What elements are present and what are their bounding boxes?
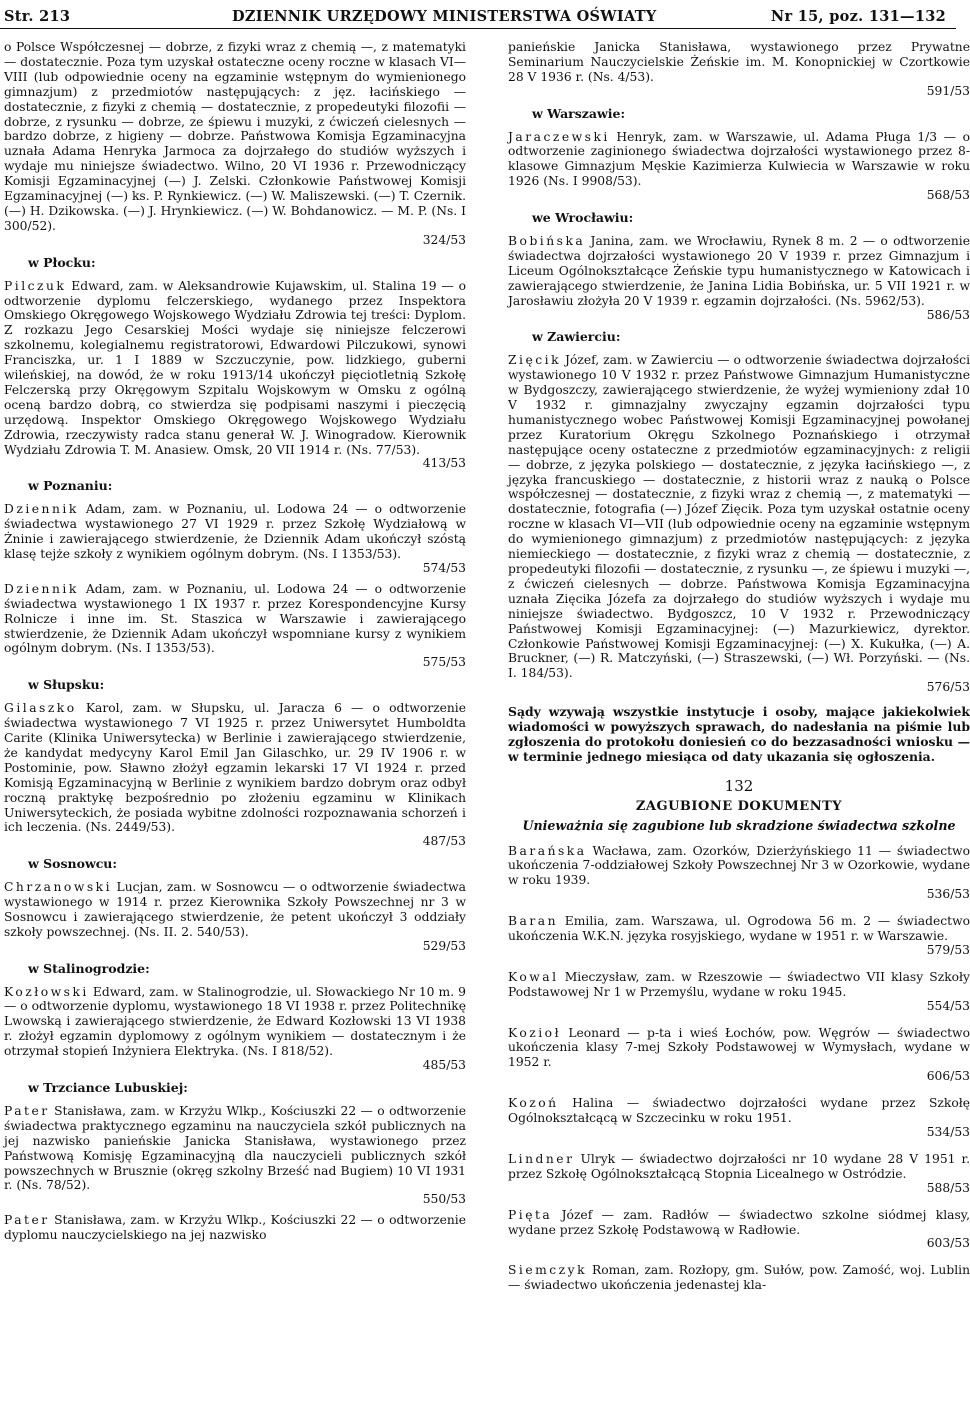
entry-reference: 487/53 [422,834,466,849]
section-title: ZAGUBIONE DOKUMENTY [635,798,843,814]
notice-entry [508,1208,970,1252]
entry-body: Mieczysław, zam. w Rzeszowie — świadectwo VII klasy Szkoły Podstawowej Nr 1 w Przemyślu, wydane w roku 1945. [508,969,970,999]
entry-name: Pater [4,1213,50,1228]
page-number: Str. 213 [4,8,71,25]
entry-text [4,40,466,234]
entry-text [4,502,466,562]
entry-reference: 550/53 [422,1192,466,1207]
entry-name: Lindner [508,1151,575,1166]
notice-entry [4,279,466,472]
section-number: 132 [724,776,754,795]
entry-reference: 603/53 [926,1236,970,1251]
entry-reference: 568/53 [926,188,970,203]
entry-name: Pięta [508,1207,553,1222]
entry-reference: 575/53 [422,655,466,670]
entry-text [508,970,970,1000]
left-column [4,40,466,1249]
notice-entry [4,40,466,248]
entry-body: Janina, zam. we Wrocławiu, Rynek 8 m. 2 — o odtworzenie świadectwa dojrzałości wystawionego 20 V 1939 r. przez Gimnazjum i Liceum Ogólnokształcące Żeńskie typu humanistycznego w Katowicach i zawierającego stwierdzenie, że Janina Lidia Bobińska, ur. 5 VII 1921 r. w Jarosławiu złożyła 20 V 1939 r. egzamin dojrzałości. (Ns. 5962/53). [508,233,970,308]
entry-text [508,1263,970,1293]
notice-entry [508,234,970,322]
entry-reference: 591/53 [926,83,970,98]
city-heading: w Trzciance Lubuskiej: [28,1080,188,1095]
notice-entry [508,353,970,695]
entry-body: Halina — świadectwo dojrzałości wydane przez Szkołę Ogólnokształcącą w Szczecinku w roku 1951. [508,1096,970,1126]
notice-entry [4,502,466,576]
page-header [0,0,960,34]
notice-entry [4,880,466,954]
entry-body: o Polsce Współczesnej — dobrze, z fizyki wraz z chemią —, z matematyki — dostatecznie. Poza tym uzyskał ostateczne oceny roczne w klasach VI—VIII (lub odpowiednie oceny na egzaminie wstępnym do wymienionego gimnazjum) z przedmiotów następujących: z jęz. łacińskiego — dostatecznie, z fizyki z chemią — dostatecznie, z propedeutyki filozofii — dobrze, z rysunku — dobrze, ze śpiewu i muzyki, z ćwiczeń cielesnych — bardzo dobrze, z higieny — dobrze. Państwowa Komisja Egzaminacyjna uznała Adama Henryka Jarmoca za dojrzałego do studiów wyższych i wydaje mu niniejsze świadectwo. Wilno, 20 VI 1936 r. Przewodniczący Komisji Egzaminacyjnej (—) J. Zelski. Członkowie Państwowej Komisji Egzaminacyjnej (—) ks. P. Rynkiewicz. (—) W. Maliszewski. (—) T. Czernik. (—) H. Dzikowska. (—) J. Hrynkiewicz. (—) W. Bohdanowicz. — M. P. (Ns. I 300/52). [4,40,466,233]
section-subtitle: Unieważnia się zagubione lub skradzione świadectwa szkolne [522,817,956,833]
entry-body: Edward, zam. w Aleksandrowie Kujawskim, ul. Stalina 19 — o odtworzenie dyplomu felczerskiego, wydanego przez Inspektora Omskiego Okręgowego Wojskowego Wydziału Zdrowia tej treści: Dyplom. Z rozkazu Jego Cesarskiej Mości wydaje się niniejsze felczerowi szkolnemu, kolegialnemu registratorowi, Edwardowi Pilczukowi, synowi Franciszka, ur. 1 I 1889 w Szczuczynie, pow. lidzkiego, guberni wileńskiej, na dowód, że w roku 1913/14 ukończył pięciotletnią Szkołę Felczerską przy Okręgowym Szpitalu Wojskowym w Omsku z ogólną oceną bardzo dobrą, co stwierdza się podpisami naszymi i pieczęcią urzędową. Inspektor Omskiego Okręgowego Wojskowego Wydziału Zdrowia, rzeczywisty radca stanu generał W. J. Winogradow. Kierownik Wydziału Zdrowia T. M. Anasiew. Omsk, 20 VII 1914 r. (Ns. 77/53). [4,278,466,457]
city-heading: w Poznaniu: [28,478,113,494]
entry-name: Chrzanowski [4,880,113,895]
entry-text [508,234,970,309]
entry-reference: 574/53 [422,560,466,575]
notice-entry [4,1104,466,1207]
city-heading: w Płocku: [28,254,96,270]
entry-reference: 485/53 [422,1058,466,1073]
entry-text [508,40,970,85]
entry-body: Roman, zam. Rozłopy, gm. Sułów, pow. Zamość, woj. Lublin — świadectwo ukończenia jedenastej kla- [508,1263,970,1293]
entry-name: Baran [508,914,558,929]
entry-reference: 324/53 [422,232,466,247]
entry-reference: 606/53 [926,1069,970,1084]
entry-name: Pilczuk [4,278,67,293]
entry-body: Wacława, zam. Ozorków, Dzierżyńskiego 11 — świadectwo ukończenia 7-oddziałowej Szkoły Powszechnej Nr 3 w Ozorkowie, wydane w roku 1939. [508,843,970,888]
entry-name: Kowal [508,969,559,984]
notice-entry [508,1096,970,1140]
entry-name: Kozioł [508,1025,562,1040]
notice-entry [508,844,970,903]
notice-entry [508,130,970,204]
notice-entry [4,1213,466,1243]
notice-entry [508,1026,970,1085]
entry-text [508,1208,970,1238]
journal-title: DZIENNIK URZĘDOWY MINISTERSTWA OŚWIATY [232,8,657,25]
entry-name: Dziennik [4,581,79,596]
entry-reference: 534/53 [926,1125,970,1139]
entry-text [4,582,466,657]
city-heading: w Warszawie: [532,105,626,121]
entry-name: Pater [4,1103,50,1118]
entry-name: Jaraczewski [508,129,610,144]
city-heading: w Zawierciu: [532,329,621,345]
city-heading: we Wrocławiu: [532,210,634,226]
city-heading: w Stalinogrodzie: [28,960,150,976]
entry-name: Zięcik [508,353,562,368]
entry-text [4,880,466,940]
issue-number: Nr 15, poz. 131—132 [770,8,946,25]
right-column [508,40,970,1305]
entry-body: Ulryk — świadectwo dojrzałości nr 10 wydane 28 V 1951 r. przez Szkołę Ogólnokształcącą Stopnia Licealnego w Ostródzie. [508,1151,970,1181]
entry-body: Stanisława, zam. w Krzyżu Wlkp., Kościuszki 22 — o odtworzenie świadectwa praktycznego egzaminu na nauczyciela szkół publicznych na jej nazwisko panieńskie Janicka Stanisława, wystawionego przez Państwową Komisję Egzaminacyjną dla nauczycieli publicznych szkół powszechnych w Brusznie (okręg szkolny Brześć nad Bugiem) 10 VI 1931 r. (Ns. 78/52). [4,1103,466,1193]
entry-text [508,130,970,190]
entry-body: Leonard — p-ta i wieś Łochów, pow. Węgrów — świadectwo ukończenia klasy 7-mej Szkoły Podstawowej w Wymysłach, wydane w 1952 r. [508,1025,970,1070]
entry-text [4,279,466,458]
entry-reference: 588/53 [926,1180,970,1195]
entry-reference: 536/53 [926,887,970,902]
entry-reference: 579/53 [926,942,970,957]
notice-entry [4,582,466,670]
entry-name: Dziennik [4,502,79,517]
entry-body: Adam, zam. w Poznaniu, ul. Lodowa 24 — o odtworzenie świadectwa wystawionego 27 VI 1929 r. przez Szkołę Wydziałową w Żninie i zawierającego stwierdzenie, że Dziennik Adam ukończył szóstą klasę tejże szkoły z wynikiem ogólnym dobrym. (Ns. I 1353/53). [4,502,466,561]
entry-name: Siemczyk [508,1263,588,1278]
entry-name: Kozoń [508,1096,559,1111]
entry-body: Henryk, zam. w Warszawie, ul. Adama Pługa 1/3 — o odtworzenie zaginionego świadectwa dojrzałości wystawionego przez 8-klasowe Gimnazjum Męskie Kazimierza Kulwiecia w Warszawie w roku 1926 (Ns. I 9908/53). [508,129,970,189]
entry-text [508,1152,970,1182]
notice-entry [508,40,970,99]
entry-reference: 576/53 [926,680,970,695]
entry-text [4,701,466,835]
header-rule [0,28,956,29]
notice-entry [508,970,970,1014]
entry-body: Stanisława, zam. w Krzyżu Wlkp., Kościuszki 22 — o odtworzenie dyplomu nauczycielskiego na jej nazwisko [4,1213,466,1243]
entry-body: Adam, zam. w Poznaniu, ul. Lodowa 24 — o odtworzenie świadectwa wystawionego 1 IX 1937 r. przez Korespondencyjne Kursy Rolnicze i inne im. St. Staszica w Warszawie i zawierającego stwierdzenie, że Dziennik Adam ukończył wspomniane kursy z wynikiem ogólnym dobrym. (Ns. I 1353/53). [4,581,466,656]
entry-name: Gilaszko [4,701,77,716]
entry-body: panieńskie Janicka Stanisława, wystawionego przez Prywatne Seminarium Nauczycielskie Żeńskie im. M. Konopnickiej w Czortkowie 28 V 1936 r. (Ns. 4/53). [508,40,970,84]
entry-text [508,1026,970,1071]
entry-name: Bobińska [508,233,586,248]
entry-text [508,1096,970,1126]
entry-text [4,985,466,1060]
entry-text [508,353,970,681]
entry-text [4,1104,466,1193]
notice-entry [4,985,466,1073]
entry-text [4,1213,466,1243]
entry-body: Lucjan, zam. w Sosnowcu — o odtworzenie świadectwa wystawionego w 1914 r. przez Kierownika Szkoły Powszechnej nr 3 w Sosnowcu i zawierającego stwierdzenie, że petent ukończył 3 oddziały szkoły powszechnej. (Ns. II. 2. 540/53). [4,880,466,939]
notice-entry [4,701,466,849]
notice-entry [508,1263,970,1293]
entry-name: Barańska [508,843,587,858]
entry-body: Józef — zam. Radłów — świadectwo szkolne siódmej klasy, wydane przez Szkołę Podstawową w Radłowie. [508,1207,970,1237]
entry-reference: 413/53 [422,456,466,471]
entry-body: Józef, zam. w Zawierciu — o odtworzenie świadectwa dojrzałości wystawionego 10 V 1932 r. przez Państwowe Gimnazjum Humanistyczne w Bydgoszczy, zawierającego stwierdzenie, że wyżej wymieniony zdał 10 V 1932 r. gimnazjalny zwyczajny egzamin dojrzałości typu humanistycznego wobec Państwowej Komisji Egzaminacyjnej powołanej przez Kuratorium Okręgu Szkolnego Poznańskiego i otrzymał następujące oceny ostateczne z przedmiotów egzaminacyjnych: z religii — dobrze, z języka polskiego — dostatecznie, z języka łacińskiego —, z języka francuskiego — dostatecznie, z historii wraz z nauką o Polsce współczesnej — dostatecznie, z fizyki wraz z chemią —, z matematyki — dostatecznie, fotografia (—) Józef Zięcik. Poza tym uzyskał ostatnie oceny roczne w klasach VI—VII (lub odpowiednie oceny na egzaminie wstępnym do wymienionego gimnazjum) z przedmiotów następujących: z języka niemieckiego — dostatecznie, z fizyki wraz z chemią — dostatecznie, z propedeutyki filozofii — dostatecznie, z rysunku —, ze śpiewu i muzyki —, z ćwiczeń cielesnych — dobrze. Państwowa Komisja Egzaminacyjna uznała Zięcika Józefa za dojrzałego do studiów wyższych i wydaje mu niniejsze świadectwo. Bydgoszcz, 10 V 1932 r. Przewodniczący Państwowej Komisji Egzaminacyjnej: (—) Mazurkiewicz, dyrektor. Członkowie Państwowej Komisji Egzaminacyjnej: (—) X. Kukułka, (—) A. Bruckner, (—) R. Matczyński, (—) Straszewski, (—) Wł. Porzyński. — (Ns. I. 184/53). [508,353,970,681]
entry-body: Edward, zam. w Stalinogrodzie, ul. Słowackiego Nr 10 m. 9 — o odtworzenie dyplomu, wystawionego 18 VI 1938 r. przez Politechnikę Lwowską i zawierającego stwierdzenie, że Edward Kozłowski 13 VI 1938 r. złożył egzamin dyplomowy z ogólnym wynikiem — dostatecznym i że otrzymał stopień Inżyniera Elektryka. (Ns. I 818/52). [4,984,466,1059]
court-notice: Sądy wzywają wszystkie instytucje i osoby, mające jakiekolwiek wiadomości w powyższych sprawach, do nadesłania na piśmie lub zgłoszenia do protokołu doniesień co do bezzasadności wniosku — w terminie jednego miesiąca od daty ukazania się ogłoszenia. [508,704,970,764]
entry-reference: 554/53 [926,998,970,1013]
entry-reference: 586/53 [926,307,970,322]
entry-text [508,844,970,889]
city-heading: w Sosnowcu: [28,856,118,872]
entry-name: Kozłowski [4,984,89,999]
entry-body: Karol, zam. w Słupsku, ul. Jaracza 6 — o odtworzenie świadectwa wystawionego 7 VI 1925 r. przez Uniwersytet Humboldta Carite (Klinika Uniwersytecka) w Berlinie i zawierającego stwierdzenie, że kandydat medycyny Karol Emil Jan Gilaschko, ur. 29 IV 1906 r. w Postominie, pow. Sławno złożył egzamin lekarski 17 VI 1924 r. przed Komisją Egzaminacyjną w Berlinie z wynikiem bardzo dobrym oraz odbył roczną praktykę bezpośrednio po złożeniu egzaminu w Klinikach Uniwersyteckich, że posiada wybitne zdolności rozpoznawania schorzeń i ich leczenia. (Ns. 2449/53). [4,701,466,835]
notice-entry [508,914,970,958]
notice-entry [508,1152,970,1196]
entry-text [508,914,970,944]
entry-reference: 529/53 [422,938,466,953]
entry-body: Emilia, zam. Warszawa, ul. Ogrodowa 56 m. 2 — świadectwo ukończenia W.K.N. języka rosyjskiego, wydane w 1951 r. w Warszawie. [508,914,970,944]
city-heading: w Słupsku: [28,677,105,693]
